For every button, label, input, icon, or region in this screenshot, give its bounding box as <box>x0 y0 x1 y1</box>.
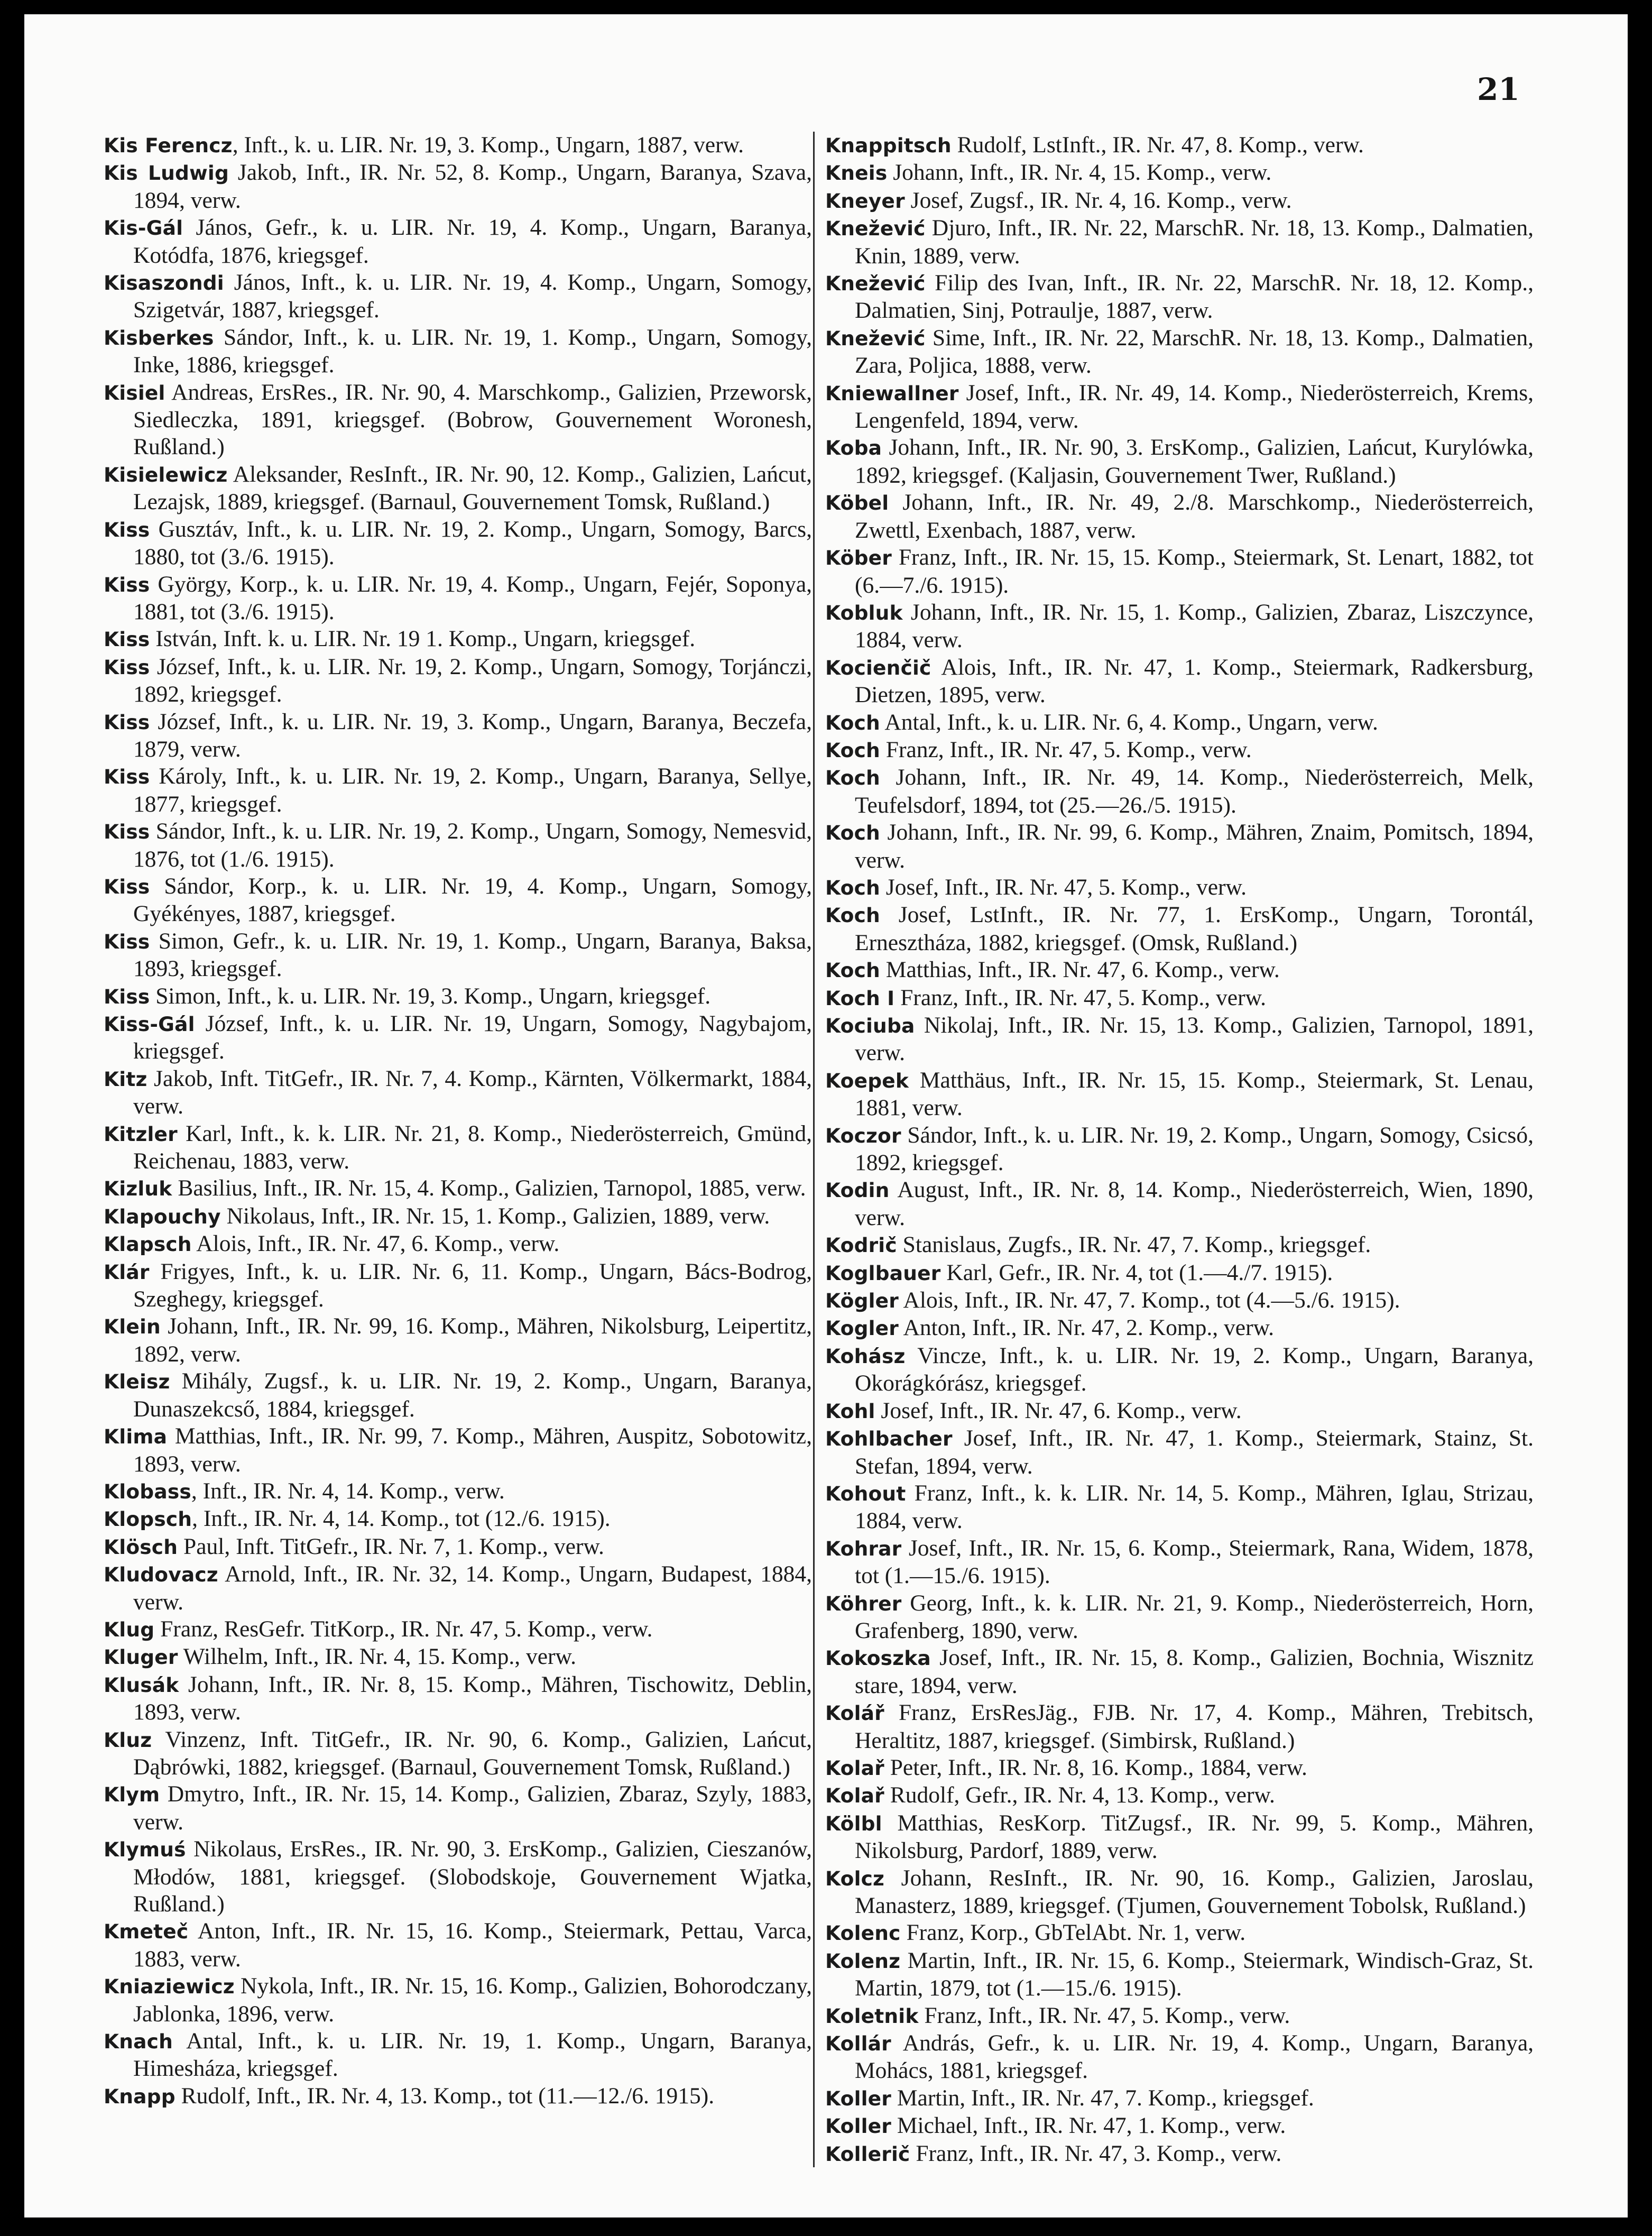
entry-details: Dmytro, Inft., IR. Nr. 15, 14. Komp., Galizien, Zbaraz, Szyly, 1883, verw. <box>133 1781 812 1835</box>
register-entry <box>825 2140 1534 2168</box>
entry-details: Karl, Gefr., IR. Nr. 4, tot (1.—4./7. 1915). <box>940 1259 1333 1285</box>
entry-surname: Kocienčič <box>825 656 931 679</box>
register-entry <box>825 1590 1534 1645</box>
entry-surname: Kniewallner <box>825 381 959 405</box>
entry-surname: Klösch <box>104 1535 178 1559</box>
entry-details: Johann, ResInft., IR. Nr. 90, 16. Komp., Galizien, Jaroslau, Manasterz, 1889, kriegsgef. (Tjumen, Gouvernement Tobolsk, Rußland.) <box>855 1865 1534 1918</box>
register-entry <box>104 1175 812 1202</box>
register-entry <box>104 269 812 324</box>
entry-surname: Klug <box>104 1617 155 1641</box>
entry-surname: Kiss <box>104 875 150 898</box>
entry-details: Gusztáv, Inft., k. u. LIR. Nr. 19, 2. Komp., Ungarn, Somogy, Barcs, 1880, tot (3./6. 1915). <box>133 516 812 570</box>
page-number: 21 <box>1477 71 1520 107</box>
entry-surname: Klym <box>104 1783 160 1807</box>
entry-details: Franz, Inft., IR. Nr. 47, 5. Komp., verw. <box>918 2002 1290 2028</box>
entry-surname: Kölbl <box>825 1811 882 1835</box>
register-entry <box>104 818 812 873</box>
register-entry <box>825 984 1534 1012</box>
entry-surname: Kiss <box>104 930 150 953</box>
register-entry <box>825 380 1534 435</box>
entry-details: József, Inft., k. u. LIR. Nr. 19, 2. Komp., Ungarn, Somogy, Torjánczi, 1892, kriegsgef. <box>133 654 812 707</box>
entry-surname: Klusák <box>104 1673 179 1697</box>
register-entry <box>104 1230 812 1258</box>
entry-details: Nikolaus, ErsRes., IR. Nr. 90, 3. ErsKomp., Galizien, Cieszanów, Młodów, 1881, kriegsgef. (Slobodskoje, Gouvernement Wjatka, Rußland.) <box>133 1836 812 1917</box>
entry-details: Franz, Inft., IR. Nr. 47, 5. Komp., verw. <box>880 737 1252 762</box>
entry-details: Johann, Inft., IR. Nr. 8, 15. Komp., Mähren, Tischowitz, Deblin, 1893, verw. <box>133 1671 812 1725</box>
register-entry <box>104 571 812 626</box>
entry-details: János, Inft., k. u. LIR. Nr. 19, 4. Komp., Ungarn, Somogy, Szigetvár, 1887, kriegsgef. <box>133 270 812 323</box>
right-column <box>825 132 1534 2168</box>
entry-surname: Koch <box>825 876 880 899</box>
entry-surname: Köhrer <box>825 1591 902 1615</box>
register-entry <box>825 599 1534 654</box>
entry-details: Matthias, ResKorp. TitZugsf., IR. Nr. 99, 5. Komp., Mähren, Nikolsburg, Pardorf, 1889, verw. <box>855 1810 1534 1864</box>
left-column <box>104 132 812 2110</box>
entry-surname: Kisaszondi <box>104 271 224 295</box>
entry-details: Nikolaj, Inft., IR. Nr. 15, 13. Komp., Galizien, Tarnopol, 1891, verw. <box>855 1013 1534 1066</box>
register-entry <box>104 1478 812 1505</box>
entry-details: Michael, Inft., IR. Nr. 47, 1. Komp., verw. <box>891 2113 1286 2139</box>
register-entry <box>825 215 1534 270</box>
entry-details: Alois, Inft., IR. Nr. 47, 1. Komp., Steiermark, Radkersburg, Dietzen, 1895, verw. <box>855 654 1534 708</box>
entry-details: Matthias, Inft., IR. Nr. 99, 7. Komp., Mähren, Auspitz, Sobotowitz, 1893, verw. <box>133 1423 812 1477</box>
entry-details: István, Inft. k. u. LIR. Nr. 19 1. Komp., Ungarn, kriegsgef. <box>150 626 696 652</box>
entry-details: Franz, ResGefr. TitKorp., IR. Nr. 47, 5. Komp., verw. <box>154 1616 653 1642</box>
entry-surname: Kneis <box>825 161 888 185</box>
entry-surname: Kollár <box>825 2032 891 2056</box>
entry-details: Josef, Inft., IR. Nr. 47, 6. Komp., verw. <box>875 1397 1242 1423</box>
register-entry <box>104 873 812 928</box>
entry-surname: Kokoszka <box>825 1646 931 1670</box>
entry-surname: Kneyer <box>825 189 905 213</box>
entry-details: Josef, Inft., IR. Nr. 15, 6. Komp., Steiermark, Rana, Widem, 1878, tot (1.—15./6. 1915). <box>855 1535 1534 1589</box>
entry-surname: Kis Ferencz <box>104 134 233 157</box>
entry-surname: Kitzler <box>104 1122 178 1146</box>
entry-surname: Kis Ludwig <box>104 161 229 185</box>
entry-details: Johann, Inft., IR. Nr. 4, 15. Komp., verw. <box>887 160 1272 186</box>
register-entry <box>825 544 1534 599</box>
entry-details: , Inft., IR. Nr. 4, 14. Komp., verw. <box>191 1478 505 1504</box>
entry-surname: Kögler <box>825 1289 899 1313</box>
entry-details: Sándor, Inft., k. u. LIR. Nr. 19, 2. Komp., Ungarn, Somogy, Nemesvid, 1876, tot (1./6. 1915). <box>133 818 812 872</box>
entry-details: Filip des Ivan, Inft., IR. Nr. 22, MarschR. Nr. 18, 12. Komp., Dalmatien, Sinj, Potraulje, 1887, verw. <box>855 270 1534 324</box>
entry-surname: Kociuba <box>825 1014 915 1037</box>
entry-surname: Klopsch <box>104 1507 192 1531</box>
entry-surname: Kiss <box>104 820 150 844</box>
entry-details: György, Korp., k. u. LIR. Nr. 19, 4. Komp., Ungarn, Fejér, Soponya, 1881, tot (3./6. 1915). <box>133 571 812 624</box>
register-entry <box>104 1643 812 1671</box>
register-entry <box>825 1259 1534 1287</box>
entry-surname: Kisberkes <box>104 326 214 349</box>
entry-surname: Köbel <box>825 491 889 515</box>
entry-surname: Koch <box>825 821 880 845</box>
entry-surname: Klapouchy <box>104 1204 221 1228</box>
column-divider <box>813 132 815 2167</box>
entry-surname: Kludovacz <box>104 1563 218 1587</box>
register-entry <box>825 1397 1534 1425</box>
entry-surname: Klapsch <box>104 1232 192 1256</box>
register-entry <box>825 819 1534 874</box>
entry-surname: Kolenc <box>825 1921 901 1945</box>
register-entry <box>825 1231 1534 1259</box>
entry-details: Nykola, Inft., IR. Nr. 15, 16. Komp., Galizien, Bohorodczany, Jablonka, 1896, verw. <box>133 1973 812 2027</box>
entry-details: Wilhelm, Inft., IR. Nr. 4, 15. Komp., verw. <box>178 1644 576 1670</box>
entry-surname: Kitz <box>104 1067 147 1091</box>
register-entry <box>104 516 812 571</box>
entry-surname: Koller <box>825 2086 891 2110</box>
entry-surname: Koletnik <box>825 2004 919 2028</box>
entry-details: Matthias, Inft., IR. Nr. 47, 6. Komp., verw. <box>880 957 1280 983</box>
entry-surname: Köber <box>825 546 892 570</box>
register-entry <box>104 1836 812 1918</box>
entry-surname: Kluger <box>104 1645 178 1669</box>
register-entry <box>825 2030 1534 2085</box>
entry-surname: Kolář <box>825 1701 884 1725</box>
register-entry <box>104 1505 812 1533</box>
entry-details: Johann, Inft., IR. Nr. 99, 6. Komp., Mähren, Znaim, Pomitsch, 1894, verw. <box>855 820 1534 873</box>
register-entry <box>825 1287 1534 1314</box>
entry-surname: Klymuś <box>104 1838 186 1862</box>
entry-details: Károly, Inft., k. u. LIR. Nr. 19, 2. Komp., Ungarn, Baranya, Sellye, 1877, kriegsgef. <box>133 763 812 817</box>
register-entry <box>104 2028 812 2083</box>
entry-details: Josef, Inft., IR. Nr. 49, 14. Komp., Niederösterreich, Krems, Lengenfeld, 1894, verw. <box>855 380 1534 434</box>
register-entry <box>825 1122 1534 1177</box>
register-entry <box>104 132 812 159</box>
entry-surname: Knach <box>104 2030 173 2054</box>
entry-surname: Knappitsch <box>825 134 952 157</box>
entry-surname: Knapp <box>104 2084 176 2108</box>
entry-details: Franz, Inft., k. k. LIR. Nr. 14, 5. Komp., Mähren, Iglau, Strizau, 1884, verw. <box>855 1480 1534 1534</box>
entry-surname: Kobluk <box>825 601 903 624</box>
register-entry <box>104 928 812 983</box>
entry-details: Andreas, ErsRes., IR. Nr. 90, 4. Marschkomp., Galizien, Przeworsk, Siedleczka, 1891, kriegsgef. (Bobrow, Gouvernement Woronesh, Rußland.) <box>133 379 812 460</box>
entry-surname: Kiss <box>104 655 150 679</box>
register-entry <box>825 1176 1534 1231</box>
entry-details: Josef, Inft., IR. Nr. 15, 8. Komp., Galizien, Bochnia, Wisznitz stare, 1894, verw. <box>855 1645 1534 1698</box>
entry-details: Djuro, Inft., IR. Nr. 22, MarschR. Nr. 18, 13. Komp., Dalmatien, Knin, 1889, verw. <box>855 215 1534 269</box>
register-entry <box>104 2083 812 2110</box>
entry-surname: Kleisz <box>104 1370 170 1394</box>
entry-details: August, Inft., IR. Nr. 8, 14. Komp., Niederösterreich, Wien, 1890, verw. <box>855 1177 1534 1230</box>
entry-surname: Koglbauer <box>825 1261 941 1285</box>
register-entry <box>825 654 1534 709</box>
entry-details: Paul, Inft. TitGefr., IR. Nr. 7, 1. Komp., verw. <box>178 1533 604 1559</box>
entry-surname: Koch <box>825 766 880 790</box>
register-entry <box>825 132 1534 159</box>
entry-details: Karl, Inft., k. k. LIR. Nr. 21, 8. Komp., Niederösterreich, Gmünd, Reichenau, 1883, verw. <box>133 1120 812 1174</box>
entry-details: , Inft., IR. Nr. 4, 14. Komp., tot (12./6. 1915). <box>192 1506 611 1532</box>
entry-details: Franz, Inft., IR. Nr. 15, 15. Komp., Steiermark, St. Lenart, 1882, tot (6.—7./6. 1915). <box>855 545 1534 598</box>
register-entry <box>104 708 812 763</box>
register-entry <box>825 1699 1534 1754</box>
entry-details: Georg, Inft., k. k. LIR. Nr. 21, 9. Komp., Niederösterreich, Horn, Grafenberg, 1890, verw. <box>855 1590 1534 1643</box>
entry-surname: Kolenz <box>825 1949 901 1973</box>
entry-surname: Kiss <box>104 984 150 1008</box>
register-entry <box>104 1423 812 1478</box>
entry-surname: Koch <box>825 738 880 762</box>
register-entry <box>825 159 1534 187</box>
register-entry <box>825 1480 1534 1535</box>
register-entry <box>104 1203 812 1230</box>
register-entry <box>104 1010 812 1065</box>
entry-details: Sándor, Korp., k. u. LIR. Nr. 19, 4. Komp., Ungarn, Somogy, Gyékényes, 1887, kriegsgef. <box>133 873 812 927</box>
entry-surname: Kogler <box>825 1317 899 1340</box>
entry-surname: Koller <box>825 2114 891 2138</box>
entry-details: , Inft., k. u. LIR. Nr. 19, 3. Komp., Ungarn, 1887, verw. <box>232 132 744 158</box>
register-entry <box>825 1012 1534 1067</box>
register-entry <box>825 901 1534 956</box>
register-entry <box>825 2112 1534 2140</box>
register-entry <box>104 461 812 516</box>
entry-details: Sime, Inft., IR. Nr. 22, MarschR. Nr. 18, 13. Komp., Dalmatien, Zara, Poljica, 1888, verw. <box>855 325 1534 379</box>
entry-details: Josef, Zugsf., IR. Nr. 4, 16. Komp., verw. <box>905 187 1292 213</box>
entry-details: Sándor, Inft., k. u. LIR. Nr. 19, 1. Komp., Ungarn, Somogy, Inke, 1886, kriegsgef. <box>133 324 812 378</box>
entry-surname: Kiss <box>104 628 150 651</box>
entry-details: Franz, Korp., GbTelAbt. Nr. 1, verw. <box>900 1920 1246 1946</box>
register-entry <box>825 325 1534 380</box>
register-entry <box>104 1671 812 1726</box>
entry-details: Arnold, Inft., IR. Nr. 32, 14. Komp., Ungarn, Budapest, 1884, verw. <box>133 1561 812 1615</box>
register-entry <box>104 1313 812 1368</box>
register-entry <box>104 214 812 269</box>
entry-surname: Kisiel <box>104 381 165 404</box>
entry-details: Nikolaus, Inft., IR. Nr. 15, 1. Komp., Galizien, 1889, verw. <box>220 1203 770 1229</box>
entry-surname: Kodin <box>825 1179 890 1202</box>
register-entry <box>825 270 1534 325</box>
document-page <box>24 14 1628 2217</box>
entry-details: András, Gefr., k. u. LIR. Nr. 19, 4. Komp., Ungarn, Baranya, Mohács, 1881, kriegsgef. <box>855 2030 1534 2084</box>
register-entry <box>825 1535 1534 1590</box>
register-entry <box>825 1314 1534 1342</box>
register-entry <box>825 764 1534 819</box>
entry-details: Rudolf, Gefr., IR. Nr. 4, 13. Komp., verw. <box>884 1782 1275 1808</box>
entry-surname: Kolcz <box>825 1866 885 1890</box>
entry-surname: Koch I <box>825 986 895 1010</box>
entry-details: Josef, Inft., IR. Nr. 47, 5. Komp., verw. <box>880 874 1247 900</box>
register-entry <box>104 1120 812 1175</box>
entry-surname: Kohász <box>825 1344 906 1368</box>
register-entry <box>825 489 1534 544</box>
entry-surname: Koba <box>825 436 882 460</box>
entry-details: Martin, Inft., IR. Nr. 15, 6. Komp., Steiermark, Windisch-Graz, St. Martin, 1879, tot (1.—15./6. 1915). <box>855 1947 1534 2001</box>
register-entry <box>104 159 812 214</box>
register-entry <box>104 654 812 708</box>
register-entry <box>104 1561 812 1616</box>
register-entry <box>104 625 812 653</box>
entry-details: Sándor, Inft., k. u. LIR. Nr. 19, 2. Komp., Ungarn, Somogy, Csicsó, 1892, kriegsgef. <box>855 1122 1534 1176</box>
entry-details: Basilius, Inft., IR. Nr. 15, 4. Komp., Galizien, Tarnopol, 1885, verw. <box>172 1175 806 1201</box>
register-entry <box>825 1644 1534 1699</box>
entry-details: Johann, Inft., IR. Nr. 15, 1. Komp., Galizien, Zbaraz, Liszczynce, 1884, verw. <box>855 599 1534 653</box>
entry-surname: Kohout <box>825 1482 906 1505</box>
entry-details: Mihály, Zugsf., k. u. LIR. Nr. 19, 2. Komp., Ungarn, Baranya, Dunaszekcső, 1884, kriegsgef. <box>133 1368 812 1422</box>
register-entry <box>104 1065 812 1120</box>
entry-surname: Kohrar <box>825 1536 902 1560</box>
entry-details: Rudolf, LstInft., IR. Nr. 47, 8. Komp., verw. <box>951 132 1364 158</box>
entry-surname: Koch <box>825 959 880 982</box>
entry-surname: Koch <box>825 711 880 734</box>
entry-surname: Kizluk <box>104 1177 172 1201</box>
entry-surname: Koczor <box>825 1124 901 1147</box>
register-entry <box>825 1754 1534 1782</box>
entry-details: Peter, Inft., IR. Nr. 8, 16. Komp., 1884, verw. <box>884 1754 1307 1780</box>
entry-surname: Kisielewicz <box>104 463 228 486</box>
entry-surname: Knežević <box>825 272 926 296</box>
entry-surname: Kis-Gál <box>104 216 183 240</box>
entry-details: Anton, Inft., IR. Nr. 47, 2. Komp., verw. <box>899 1315 1275 1341</box>
register-entry <box>825 1947 1534 2002</box>
register-entry <box>104 1616 812 1643</box>
entry-details: József, Inft., k. u. LIR. Nr. 19, Ungarn, Somogy, Nagybajom, kriegsgef. <box>133 1011 812 1064</box>
entry-surname: Knežević <box>825 326 926 350</box>
entry-surname: Kniaziewicz <box>104 1975 235 1999</box>
entry-details: Alois, Inft., IR. Nr. 47, 7. Komp., tot (4.—5./6. 1915). <box>899 1287 1400 1313</box>
entry-details: Antal, Inft., k. u. LIR. Nr. 6, 4. Komp., Ungarn, verw. <box>880 709 1378 735</box>
entry-surname: Kiss <box>104 765 150 789</box>
entry-details: Franz, Inft., IR. Nr. 47, 3. Komp., verw. <box>910 2140 1282 2166</box>
entry-surname: Knežević <box>825 217 926 241</box>
entry-surname: Klima <box>104 1425 168 1449</box>
entry-surname: Kollerič <box>825 2142 910 2166</box>
register-entry <box>104 324 812 379</box>
register-entry <box>104 1726 812 1781</box>
entry-surname: Kiss <box>104 518 150 541</box>
entry-surname: Kmeteč <box>104 1920 189 1944</box>
register-entry <box>825 1919 1534 1947</box>
entry-details: Jakob, Inft. TitGefr., IR. Nr. 7, 4. Komp., Kärnten, Völkermarkt, 1884, verw. <box>133 1065 812 1119</box>
entry-details: Franz, ErsResJäg., FJB. Nr. 17, 4. Komp., Mähren, Trebitsch, Heraltitz, 1887, kriegsgef. (Simbirsk, Rußland.) <box>855 1700 1534 1753</box>
entry-details: Matthäus, Inft., IR. Nr. 15, 15. Komp., Steiermark, St. Lenau, 1881, verw. <box>855 1067 1534 1121</box>
entry-surname: Koepek <box>825 1069 909 1092</box>
entry-details: Vincze, Inft., k. u. LIR. Nr. 19, 2. Komp., Ungarn, Baranya, Okorágkórász, kriegsgef. <box>855 1342 1534 1396</box>
register-entry <box>825 956 1534 984</box>
entry-surname: Kolař <box>825 1756 884 1780</box>
entry-surname: Kluz <box>104 1728 152 1752</box>
entry-details: Josef, LstInft., IR. Nr. 77, 1. ErsKomp., Ungarn, Torontál, Ernesztháza, 1882, kriegsgef. (Omsk, Rußland.) <box>855 902 1534 955</box>
register-entry <box>825 1342 1534 1397</box>
entry-details: Simon, Inft., k. u. LIR. Nr. 19, 3. Komp., Ungarn, kriegsgef. <box>150 983 711 1009</box>
entry-details: Johann, Inft., IR. Nr. 49, 2./8. Marschkomp., Niederösterreich, Zwettl, Exenbach, 1887, verw. <box>855 490 1534 543</box>
register-entry <box>825 434 1534 489</box>
register-entry <box>104 1781 812 1836</box>
register-entry <box>825 2002 1534 2030</box>
register-entry <box>104 1533 812 1561</box>
entry-details: Josef, Inft., IR. Nr. 47, 1. Komp., Steiermark, Stainz, St. Stefan, 1894, verw. <box>855 1425 1534 1479</box>
register-entry <box>104 763 812 818</box>
entry-surname: Kodrič <box>825 1234 897 1257</box>
register-entry <box>825 1810 1534 1865</box>
register-entry <box>104 1258 812 1313</box>
register-entry <box>825 737 1534 764</box>
entry-details: Aleksander, ResInft., IR. Nr. 90, 12. Komp., Galizien, Lańcut, Lezajsk, 1889, kriegsgef. (Barnaul, Gouvernement Tomsk, Rußland.) <box>133 461 812 515</box>
entry-surname: Kiss <box>104 573 150 596</box>
register-entry <box>825 2085 1534 2112</box>
entry-details: Frigyes, Inft., k. u. LIR. Nr. 6, 11. Komp., Ungarn, Bács-Bodrog, Szeghegy, kriegsgef. <box>133 1258 812 1312</box>
entry-surname: Klobass <box>104 1479 191 1503</box>
entry-surname: Klein <box>104 1315 161 1339</box>
entry-surname: Koch <box>825 904 880 927</box>
register-entry <box>104 1973 812 2028</box>
entry-details: Rudolf, Inft., IR. Nr. 4, 13. Komp., tot (11.—12./6. 1915). <box>175 2083 715 2109</box>
register-entry <box>104 983 812 1010</box>
register-entry <box>825 1425 1534 1480</box>
entry-details: János, Gefr., k. u. LIR. Nr. 19, 4. Komp., Ungarn, Baranya, Kotódfa, 1876, kriegsgef. <box>133 215 812 268</box>
register-entry <box>825 874 1534 901</box>
entry-details: Jakob, Inft., IR. Nr. 52, 8. Komp., Ungarn, Baranya, Szava, 1894, verw. <box>133 160 812 213</box>
entry-surname: Kiss <box>104 710 150 734</box>
register-entry <box>825 187 1534 215</box>
entry-details: Stanislaus, Zugfs., IR. Nr. 47, 7. Komp., kriegsgef. <box>897 1232 1371 1258</box>
register-entry <box>825 1865 1534 1920</box>
entry-details: József, Inft., k. u. LIR. Nr. 19, 3. Komp., Ungarn, Baranya, Beczefa, 1879, verw. <box>133 708 812 762</box>
entry-surname: Kohlbacher <box>825 1427 953 1451</box>
entry-surname: Kohl <box>825 1399 875 1423</box>
register-entry <box>825 1067 1534 1122</box>
entry-surname: Klár <box>104 1260 150 1284</box>
entry-details: Anton, Inft., IR. Nr. 15, 16. Komp., Steiermark, Pettau, Varca, 1883, verw. <box>133 1918 812 1972</box>
entry-details: Johann, Inft., IR. Nr. 99, 16. Komp., Mähren, Nikolsburg, Leipertitz, 1892, verw. <box>133 1313 812 1367</box>
register-entry <box>825 709 1534 737</box>
entry-details: Simon, Gefr., k. u. LIR. Nr. 19, 1. Komp., Ungarn, Baranya, Baksa, 1893, kriegsgef. <box>133 928 812 982</box>
register-entry <box>104 379 812 461</box>
entry-details: Antal, Inft., k. u. LIR. Nr. 19, 1. Komp., Ungarn, Baranya, Himesháza, kriegsgef. <box>133 2028 812 2082</box>
entry-details: Johann, Inft., IR. Nr. 49, 14. Komp., Niederösterreich, Melk, Teufelsdorf, 1894, tot (25.—26./5. 1915). <box>855 765 1534 818</box>
register-entry <box>104 1368 812 1423</box>
register-entry <box>825 1782 1534 1809</box>
entry-details: Vinzenz, Inft. TitGefr., IR. Nr. 90, 6. Komp., Galizien, Lańcut, Dąbrówki, 1882, kriegsgef. (Barnaul, Gouvernement Tomsk, Rußland.) <box>133 1726 812 1780</box>
entry-surname: Kolař <box>825 1784 884 1808</box>
entry-surname: Kiss-Gál <box>104 1013 195 1036</box>
entry-details: Martin, Inft., IR. Nr. 47, 7. Komp., kriegsgef. <box>891 2085 1314 2111</box>
entry-details: Johann, Inft., IR. Nr. 90, 3. ErsKomp., Galizien, Lańcut, Kurylówka, 1892, kriegsgef. (Kaljasin, Gouvernement Twer, Rußland.) <box>855 435 1534 488</box>
register-entry <box>104 1918 812 1973</box>
entry-details: Franz, Inft., IR. Nr. 47, 5. Komp., verw. <box>894 984 1267 1010</box>
entry-details: Alois, Inft., IR. Nr. 47, 6. Komp., verw. <box>191 1231 560 1257</box>
